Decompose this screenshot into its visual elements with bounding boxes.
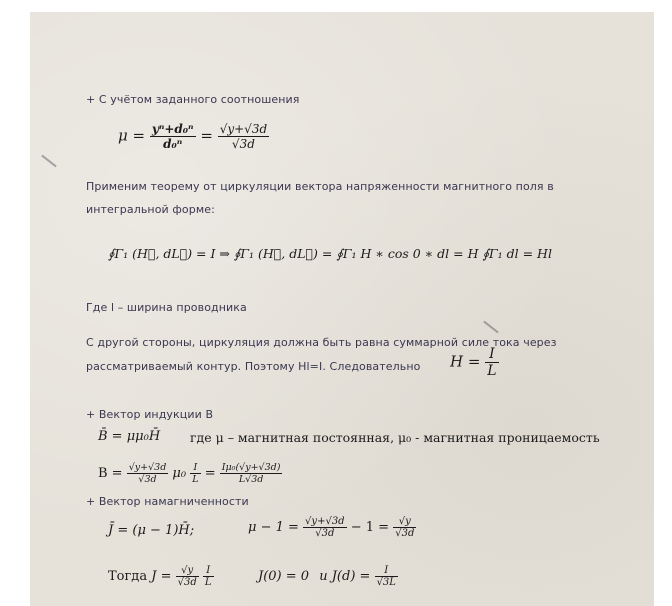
text-line: Где l – ширина проводника [86, 301, 247, 314]
formula-part: H = [450, 352, 481, 371]
denominator: √3d [395, 528, 415, 539]
numerator: I [489, 346, 495, 362]
formula-part: B = [98, 466, 123, 481]
fraction [393, 516, 416, 539]
formula-part: Тогда [108, 569, 148, 584]
formula-j-bounds [258, 565, 398, 588]
denominator: L [192, 474, 199, 485]
formula-b [98, 462, 282, 485]
formula-j-vector: J̄ = (μ − 1)H̄; [108, 523, 195, 538]
formula-part: μ = [118, 126, 146, 145]
formula-mu [118, 122, 269, 151]
formula-part: J(d) = [331, 569, 371, 584]
formula-b-vector: B̄ = μμ₀H̄ [98, 429, 161, 444]
numerator: √y [398, 516, 411, 527]
text-line: интегральной форме: [86, 203, 215, 216]
formula-part: J = [151, 569, 172, 584]
numerator: I [384, 565, 389, 576]
fraction [303, 516, 347, 539]
text-line: + Вектор индукции B [86, 408, 214, 421]
fraction [190, 462, 200, 485]
numerator: √y [181, 565, 194, 576]
numerator: yⁿ+d₀ⁿ [151, 122, 194, 136]
numerator: I [206, 565, 211, 576]
text-line: + С учётом заданного соотношения [86, 93, 300, 106]
fraction [203, 565, 214, 588]
formula-part: − 1 = [350, 520, 390, 535]
numerator: √y+√3d [305, 516, 345, 527]
formula-part: μ₀ [172, 466, 187, 481]
numerator: Iμ₀(√y+√3d) [221, 462, 281, 473]
text-line: рассматриваемый контур. Поэтому Hl=I. Следовательно [86, 360, 421, 373]
formula-part: μ − 1 = [248, 520, 299, 535]
numerator: √y+√3d [128, 462, 167, 473]
formula-part: = [200, 126, 213, 145]
denominator: √3d [177, 577, 197, 588]
denominator: √3L [376, 577, 396, 588]
denominator: √3d [303, 527, 347, 539]
formula-mu-minus-one [248, 516, 416, 539]
fraction [375, 565, 398, 588]
fraction [150, 122, 196, 151]
numerator: I [193, 462, 198, 473]
denominator: L√3d [220, 473, 283, 485]
formula-part: J(0) = 0 [258, 569, 310, 584]
denominator: L [204, 577, 212, 588]
fraction [485, 346, 498, 379]
numerator: √y+√3d [219, 122, 268, 136]
text-line: где μ – магнитная постоянная, μ₀ - магнитная проницаемость [190, 430, 600, 445]
fraction [176, 565, 199, 588]
text-line: + Вектор намагниченности [86, 495, 249, 508]
denominator: √3d [218, 136, 269, 151]
text-line: С другой стороны, циркуляция должна быть равна суммарной силе тока через [86, 336, 557, 349]
formula-h [450, 346, 499, 379]
formula-circulation: ∮Γ₁ (H⃗, dL⃗) = I ⇒ ∮Γ₁ (H⃗, dL⃗) = ∮Γ₁ H ∗ cos 0 ∗ dl = H ∮Γ₁ dl = Hl [108, 246, 552, 261]
denominator: L [487, 363, 497, 379]
formula-part: = [204, 466, 216, 481]
fraction [218, 122, 269, 151]
text-line: Применим теорему от циркуляции вектора напряженности магнитного поля в [86, 180, 554, 193]
fraction [220, 462, 283, 485]
formula-j [108, 565, 214, 588]
denominator: √3d [127, 473, 169, 485]
fraction [127, 462, 169, 485]
denominator: d₀ⁿ [150, 136, 196, 151]
formula-part: и [319, 569, 328, 584]
